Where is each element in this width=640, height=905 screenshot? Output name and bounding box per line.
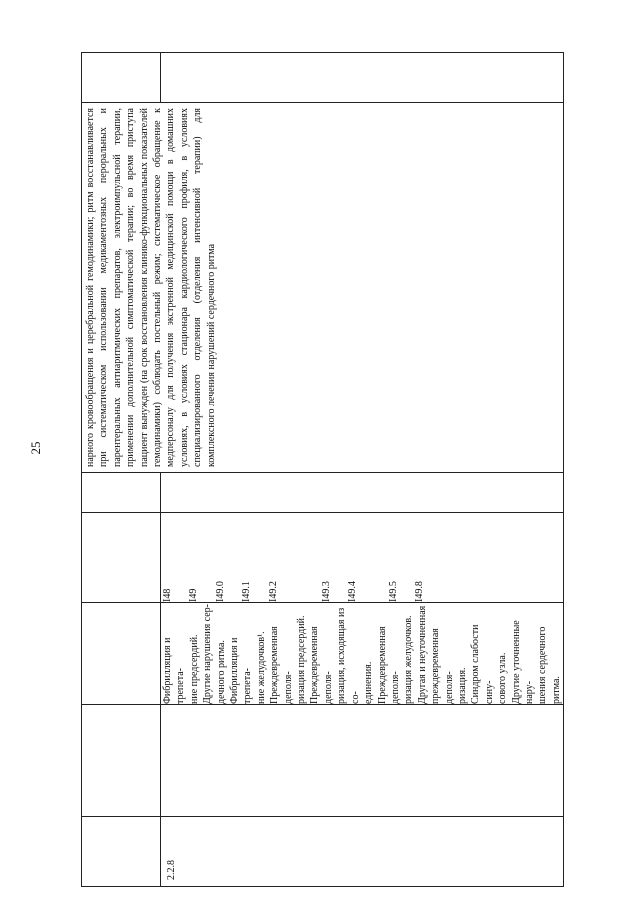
diagnosis-line: ние предсердий. [188, 634, 200, 704]
icd-code: I49.1 [241, 581, 253, 602]
codes-cell [161, 513, 564, 603]
empty-cell [82, 603, 161, 705]
treatment-cell [82, 103, 564, 473]
icd-code: I49.3 [321, 581, 333, 602]
diagnosis-line: ризация желудочков. [403, 615, 415, 704]
empty-cell [82, 817, 161, 887]
diagnosis-line: ризация, исходящая из со- [336, 607, 361, 704]
icd-code: I49.4 [347, 581, 359, 602]
diagnosis-line: сового узла. [497, 652, 509, 704]
diagnosis-line: единения. [363, 661, 375, 704]
row-number-cell [161, 817, 564, 887]
diagnosis-line: Преждевременная деполя- [309, 626, 334, 704]
diagnosis-line: Другие нарушения сер- [202, 603, 214, 704]
diagnosis-line: ние желудочков¹. [255, 631, 267, 704]
page-number: 25 [28, 441, 43, 455]
row-number: 2.2.8 [166, 860, 177, 880]
diagnosis-line: Другая и неуточненная [416, 605, 428, 704]
diagnosis-line: Преждевременная деполя- [376, 626, 401, 704]
diagnosis-line: преждевременная деполя- [430, 628, 455, 704]
empty-cell [161, 53, 564, 103]
empty-cell [82, 53, 161, 103]
diagnosis-line: Синдром слабости сину- [470, 624, 495, 704]
diagnosis-line: ризация. [456, 667, 468, 704]
diagnosis-line: шения сердечного ритма. [537, 626, 562, 704]
diagnosis-line: Фибрилляция и трепета- [229, 637, 254, 704]
diagnosis-line: ризация предсердий. [296, 615, 308, 704]
empty-cell [161, 705, 564, 817]
empty-cell [82, 473, 161, 513]
empty-cell [82, 705, 161, 817]
empty-cell [161, 473, 564, 513]
icd-code: I49.0 [214, 581, 226, 602]
diagnosis-line: Фибрилляция и трепета- [162, 637, 187, 704]
icd-code: I49.5 [387, 581, 399, 602]
icd-code: I49.2 [267, 581, 279, 602]
icd-code: I48 [162, 588, 173, 602]
rotated-table-page [81, 53, 562, 887]
diagnosis-line: дечного ритма. [215, 640, 227, 704]
treatment-text: нарного кровообращения и церебральной гемодинамики; ритм восстанавливается при систематическом использовании медикаментозных пероральных и парентеральных антиаритмических препаратов, электроимпульсной терапии, применении дополнительной симптоматической терапии; во время приступа пациент вынужден (на срок восстановления клинико-функциональных показателей гемодинамики) соблюдать постельный режим; систематическое обращение к медперсоналу для получения экстренной медицинской помощи в домашних условиях, в условиях стационара кардиологического профиля, в условиях специализированного отделения (отделения интенсивной терапии) для комплексного лечения нарушений сердечного ритма [85, 108, 217, 467]
empty-cell [82, 513, 161, 603]
diagnoses-cell [161, 603, 564, 705]
icd-code: I49 [188, 588, 200, 602]
diagnosis-line: Преждевременная деполя- [269, 626, 294, 704]
criteria-table [81, 52, 564, 887]
diagnosis-line: Другие уточненные нару- [510, 620, 535, 704]
icd-code: I49.8 [414, 581, 426, 602]
